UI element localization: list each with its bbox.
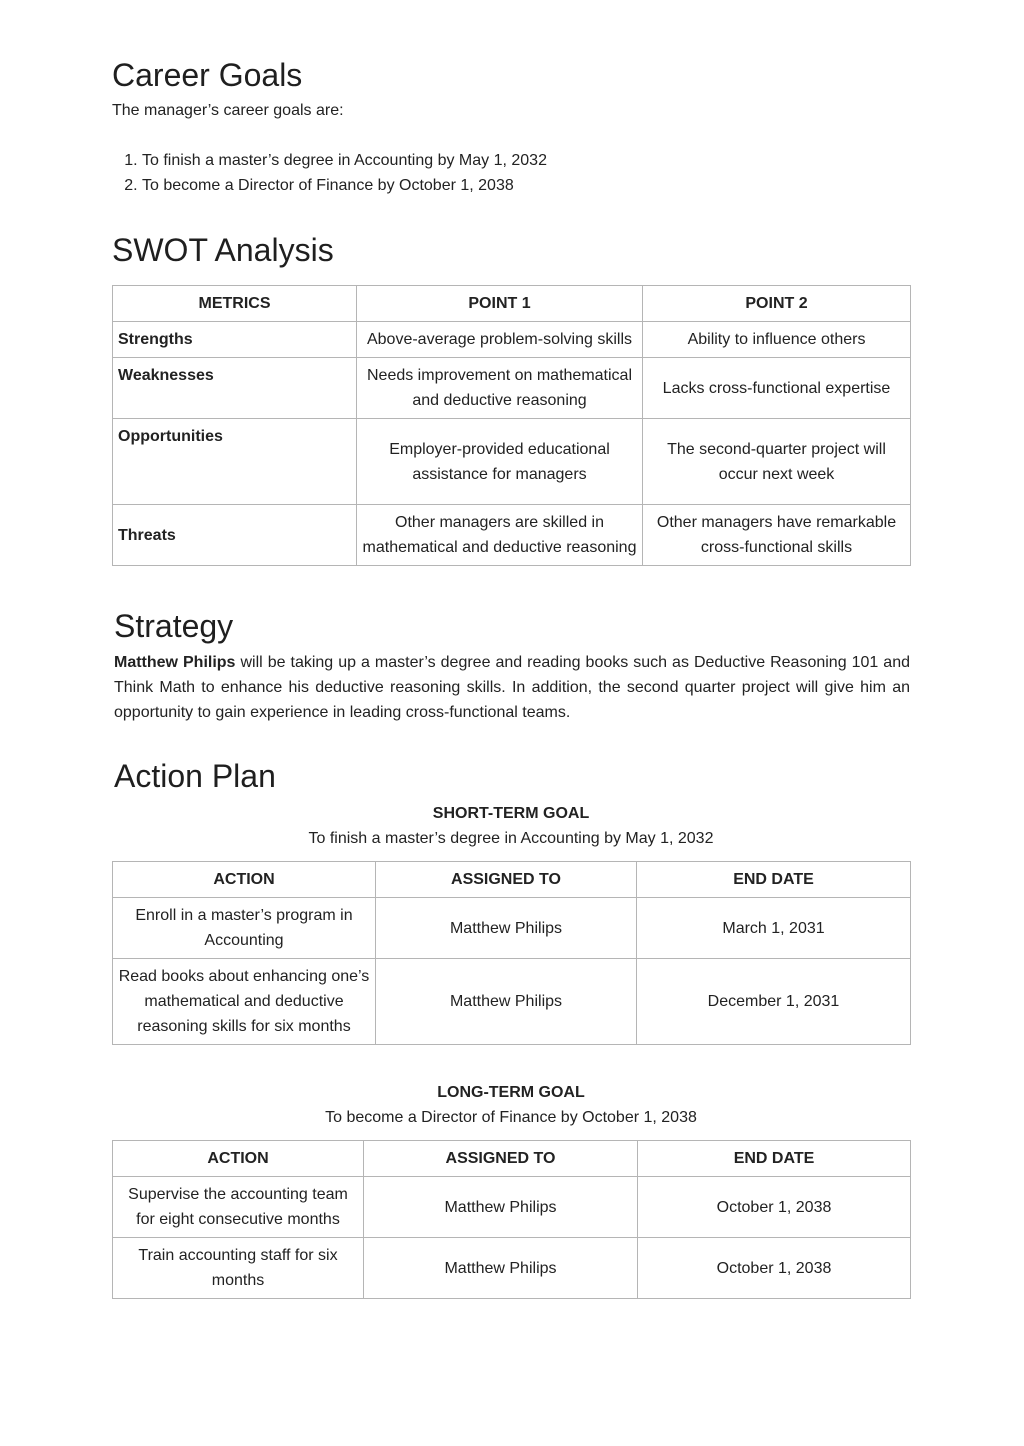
career-goals-section [112,56,910,198]
end-date-cell: October 1, 2038 [638,1177,911,1238]
swot-table-wrap [112,285,910,566]
long-term-table-wrap [112,1140,910,1299]
table-row [113,898,911,959]
header-action: ACTION [113,1141,364,1177]
table-header-row [113,286,911,322]
point-1-cell: Employer-provided educational assistance for managers [357,419,643,505]
point-1-cell: Other managers are skilled in mathematical and deductive reasoning [357,505,643,566]
short-term-heading: SHORT-TERM GOAL [432,805,590,822]
swot-table [112,285,911,566]
table-header-row [113,862,911,898]
header-assigned-to: ASSIGNED TO [376,862,637,898]
header-end-date: END DATE [637,862,911,898]
table-row [113,1238,911,1299]
point-1-cell: Above-average problem-solving skills [357,322,643,358]
header-metrics: METRICS [113,286,357,322]
point-2-cell: Lacks cross-functional expertise [643,358,911,419]
strategy-title: Strategy [114,608,234,644]
short-term-table [112,861,911,1045]
action-plan-section [114,757,912,795]
table-row [113,322,911,358]
header-point-1: POINT 1 [357,286,643,322]
strategy-text: will be taking up a master’s degree and reading books such as Deductive Reasoning 101 and Think Math to enhance his deductive reasoning skills. In addition, the second quarter project will give him an opportunity to gain experience in leading cross-functional teams. [114,654,911,722]
end-date-cell: October 1, 2038 [638,1238,911,1299]
list-item: 1. To finish a master’s degree in Accounting by May 1, 2032 [142,148,910,173]
assigned-cell: Matthew Philips [364,1238,638,1299]
table-header-row [113,1141,911,1177]
long-term-table [112,1140,911,1299]
end-date-cell: March 1, 2031 [637,898,911,959]
header-assigned-to: ASSIGNED TO [364,1141,638,1177]
swot-title: SWOT Analysis [112,232,334,268]
point-2-cell: The second-quarter project will occur next week [643,419,911,505]
career-goals-title: Career Goals [112,57,303,93]
strategy-name: Matthew Philips [114,654,236,672]
short-term-goal-text: To finish a master’s degree in Accounting by May 1, 2032 [308,830,714,847]
assigned-cell: Matthew Philips [364,1177,638,1238]
metric-cell: Weaknesses [113,358,357,419]
swot-section [112,231,910,269]
action-cell: Supervise the accounting team for eight consecutive months [113,1177,364,1238]
short-term-goal [112,801,910,851]
short-term-table-wrap [112,861,910,1045]
assigned-cell: Matthew Philips [376,898,637,959]
strategy-paragraph [114,650,910,725]
list-item: 2. To become a Director of Finance by October 1, 2038 [142,173,910,198]
table-row [113,959,911,1045]
point-2-cell: Other managers have remarkable cross-functional skills [643,505,911,566]
career-goals-intro: The manager’s career goals are: [112,102,344,120]
long-term-goal-text: To become a Director of Finance by October 1, 2038 [325,1109,697,1126]
point-2-cell: Ability to influence others [643,322,911,358]
metric-cell: Threats [113,505,357,566]
header-action: ACTION [113,862,376,898]
long-term-goal [112,1080,910,1130]
career-goals-list [112,148,910,198]
point-1-cell: Needs improvement on mathematical and deductive reasoning [357,358,643,419]
table-row [113,1177,911,1238]
metric-cell: Strengths [113,322,357,358]
metric-cell: Opportunities [113,419,357,505]
action-cell: Train accounting staff for six months [113,1238,364,1299]
end-date-cell: December 1, 2031 [637,959,911,1045]
table-row [113,358,911,419]
table-row [113,419,911,505]
action-cell: Read books about enhancing one’s mathematical and deductive reasoning skills for six months [113,959,376,1045]
table-row [113,505,911,566]
header-end-date: END DATE [638,1141,911,1177]
action-cell: Enroll in a master’s program in Accounting [113,898,376,959]
strategy-section [114,607,910,725]
header-point-2: POINT 2 [643,286,911,322]
assigned-cell: Matthew Philips [376,959,637,1045]
action-plan-title: Action Plan [114,758,276,794]
long-term-heading: LONG-TERM GOAL [437,1084,585,1101]
